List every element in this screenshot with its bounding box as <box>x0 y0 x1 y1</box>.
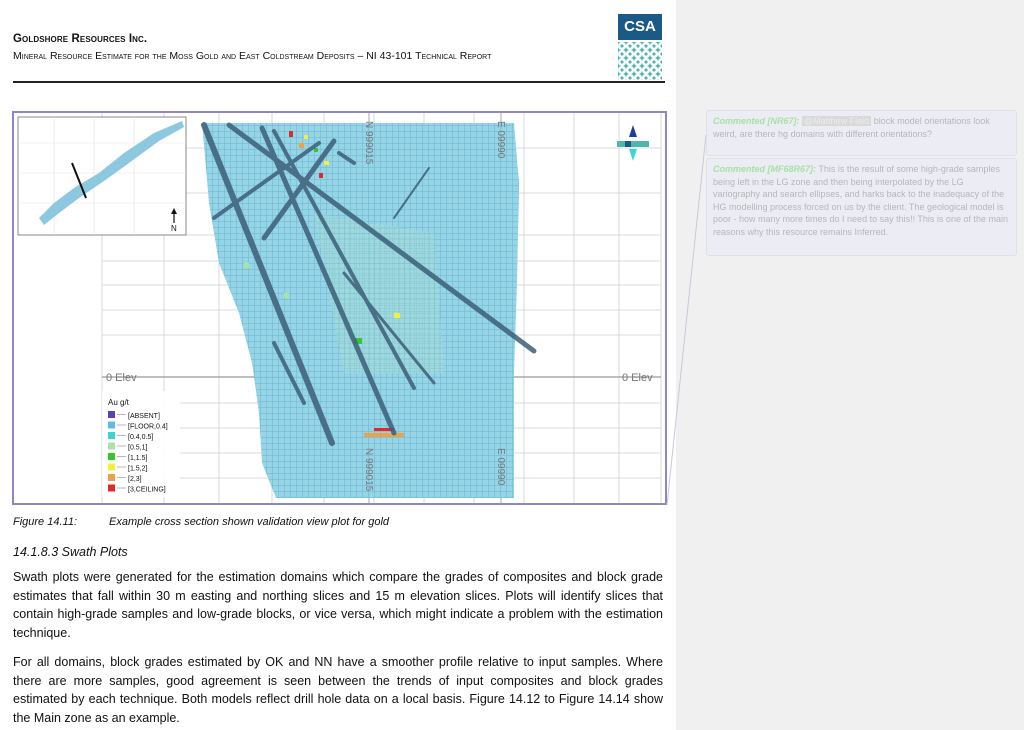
legend-label: [3,CEILING] <box>128 486 166 494</box>
legend-label: [0.5,1] <box>128 444 148 452</box>
comment-nr67[interactable] <box>706 110 1017 156</box>
csa-logo <box>618 14 662 80</box>
legend-swatch <box>108 474 115 481</box>
top-northing-label: N 999015 <box>363 121 374 165</box>
comment-mention[interactable]: @Matthew Field <box>804 116 870 126</box>
inset-north-label: N <box>171 224 177 233</box>
report-title: Mineral Resource Estimate for the Moss Gold and East Coldstream Deposits – NI 43-101 Technical Report <box>13 50 492 62</box>
figure-caption-text: Example cross section shown validation view plot for gold <box>109 516 390 528</box>
legend-swatch <box>108 432 115 439</box>
logo-dot-pattern <box>618 42 662 80</box>
legend-label: [0.4,0.5] <box>128 434 154 441</box>
paragraph-2: For all domains, block grades estimated by OK and NN have a smoother profile relative to input samples. Where there are more samples, good agreement is seen between the trends of input composites and block grades estimated by each technique. Both models reflect drill hole data on a local basis. Figure 14.12 to Figure 14.14 show the Main zone as an example. <box>13 655 663 725</box>
legend-swatch <box>108 422 115 429</box>
logo-text: CSA <box>618 14 662 40</box>
legend-swatch <box>108 464 115 471</box>
legend-swatch <box>108 411 115 418</box>
legend-label: [1,1.5] <box>128 455 148 462</box>
legend-label: [ABSENT] <box>128 413 160 420</box>
comment-text: This is the result of some high-grade samples being left in the LG zone and then being interpolated by the LG variography and search ellipses, and harks back to the inadequacy of the HG modelling process forced on us by the client. The geological model is poor - how many more times do I need to say this!! This is one of the main reasons why this resource remains Inferred. <box>713 164 1008 237</box>
legend-label: [1.5,2] <box>128 465 148 473</box>
bottom-easting-label: E 09990 <box>495 448 506 486</box>
legend-swatch <box>108 485 115 492</box>
top-easting-label: E 09990 <box>495 121 506 159</box>
cross-section-plot <box>14 113 665 503</box>
header-rule <box>13 81 665 83</box>
legend-title: Au g/t <box>108 398 129 407</box>
legend-swatch <box>108 443 115 450</box>
grade-legend <box>102 391 180 497</box>
figure-caption <box>13 516 389 528</box>
left-elev-label: 0 Elev <box>106 372 137 384</box>
legend-label: [2,3] <box>128 476 142 483</box>
comment-author: Commented [NR67]: <box>713 116 800 126</box>
orientation-widget-icon <box>617 125 649 161</box>
cross-section-figure <box>12 111 667 505</box>
legend-swatch <box>108 453 115 460</box>
company-name: Goldshore Resources Inc. <box>13 33 148 45</box>
comment-author: Commented [MF68R67]: <box>713 164 817 174</box>
paragraph-1: Swath plots were generated for the estimation domains which compare the grades of composites and block grade estimates that fall within 30 m easting and northing slices and 15 m elevation slices. Plots will identify slices that contain high-grade samples and low-grade blocks, or vice versa, which might indicate a problem with the estimation technique. <box>13 570 663 640</box>
figure-number: Figure 14.11: <box>13 516 78 528</box>
legend-label: [FLOOR,0.4] <box>128 423 168 431</box>
comment-text: block model orientations look weird, are there hg domains with different orientations? <box>713 116 990 139</box>
inset-location-map <box>18 117 186 235</box>
section-heading: 14.1.8.3 Swath Plots <box>13 545 128 559</box>
right-elev-label: 0 Elev <box>622 372 653 384</box>
bottom-northing-label: N 999015 <box>363 448 374 492</box>
comment-mf68r67[interactable] <box>706 158 1017 256</box>
